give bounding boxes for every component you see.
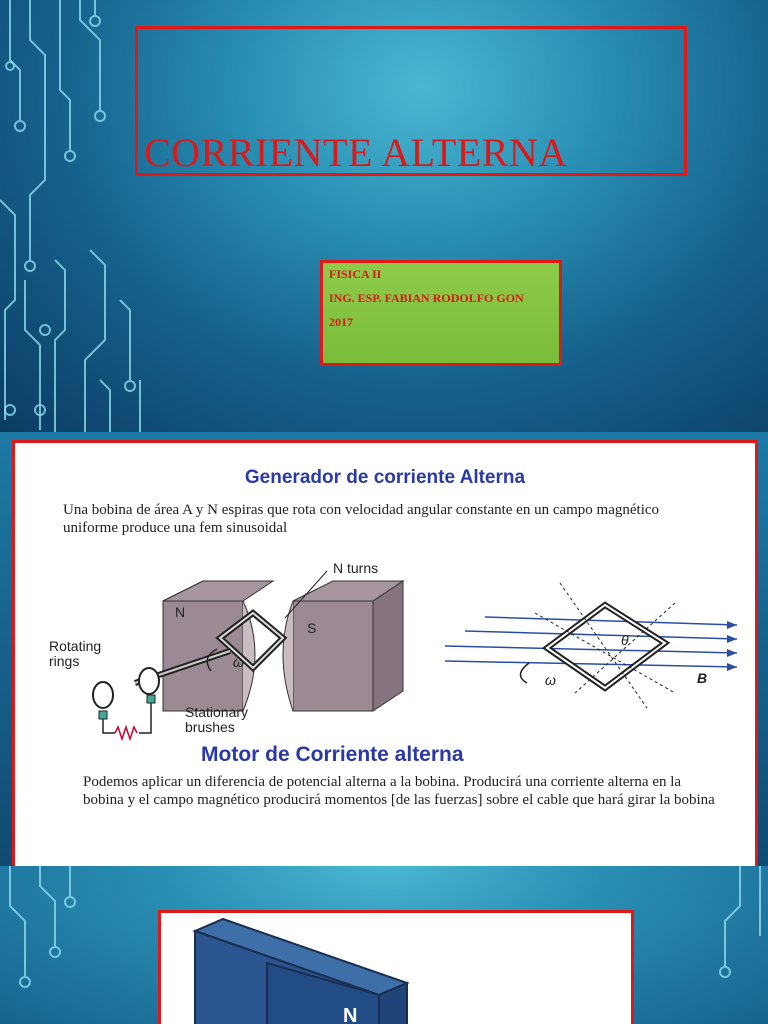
motor-paragraph: Podemos aplicar un diferencia de potencial alterna a la bobina. Producirá una corriente alterna en la bobina y el campo magnético producirá momentos [de las fuerzas] sobre el cable que hará girar la bobina bbox=[83, 774, 715, 808]
pole-s-label: S bbox=[307, 620, 317, 636]
omega-label-left: ω bbox=[233, 654, 244, 670]
omega-label-right: ω bbox=[545, 672, 556, 688]
year: 2017 bbox=[329, 315, 353, 329]
stationary-brushes-label: Stationary brushes bbox=[185, 704, 249, 735]
document-panel bbox=[12, 440, 758, 866]
author-name: ING. ESP. FABIAN RODOLFO GON bbox=[329, 291, 524, 305]
title-box bbox=[135, 26, 687, 176]
title-slide bbox=[0, 0, 768, 432]
motor-heading: Motor de Corriente alterna bbox=[201, 743, 464, 766]
course-name: FISICA II bbox=[329, 267, 382, 281]
generator-paragraph: Una bobina de área A y N espiras que rota con velocidad angular constante en un campo magnético uniforme produce una fem sinusoidal bbox=[63, 502, 660, 536]
subtitle-box bbox=[320, 260, 562, 366]
n-turns-label: N turns bbox=[333, 560, 379, 576]
slide-title: CORRIENTE ALTERNA bbox=[144, 130, 568, 175]
generator-heading: Generador de corriente Alterna bbox=[244, 467, 526, 488]
generator-slide bbox=[0, 432, 768, 866]
pole-n-label: N bbox=[175, 604, 186, 620]
rotating-rings-label: Rotating rings bbox=[49, 638, 102, 669]
magnet-figure-box bbox=[158, 910, 634, 1024]
theta-label: θ bbox=[621, 632, 629, 648]
bar-magnet bbox=[161, 913, 631, 1024]
magnet-n-label: N bbox=[343, 1005, 358, 1024]
b-field-label: B bbox=[697, 670, 708, 686]
magnet-slide bbox=[0, 866, 768, 1024]
